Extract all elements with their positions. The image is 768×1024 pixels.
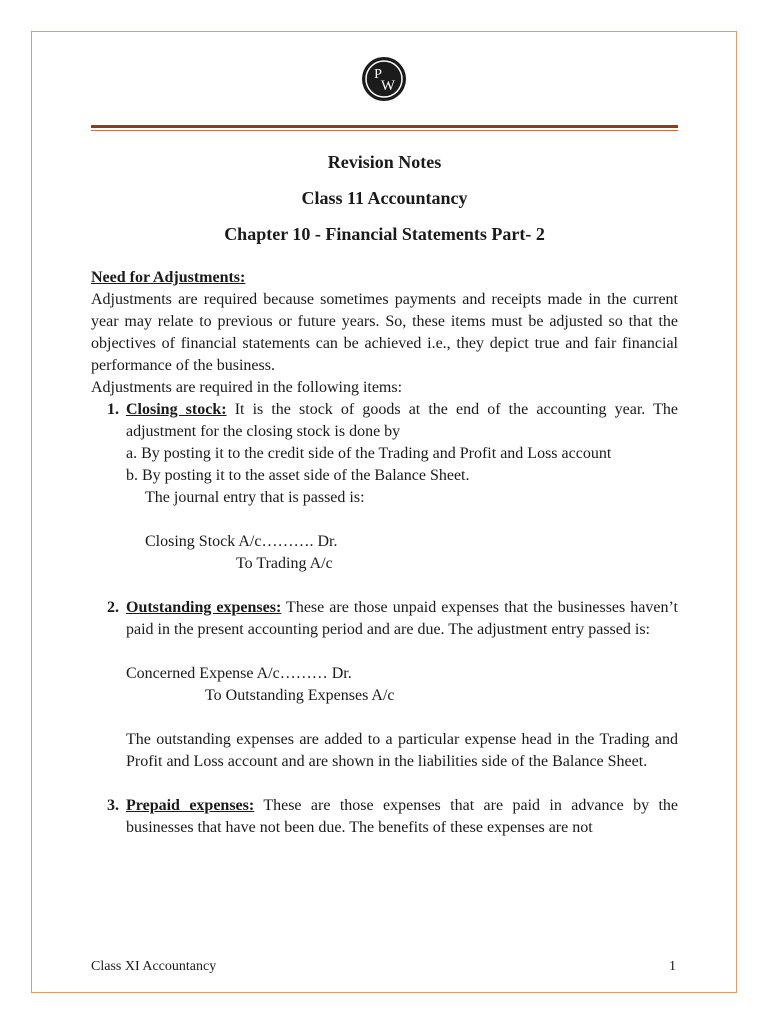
- item-number: 3.: [107, 797, 119, 814]
- journal-entry-to: To Trading A/c: [236, 555, 333, 572]
- journal-entry-dr: Concerned Expense A/c……… Dr.: [126, 665, 352, 682]
- header-rule-thick: [91, 125, 678, 128]
- item-label: Closing stock:: [126, 401, 227, 418]
- logo-letter-w: W: [380, 78, 396, 94]
- header-rule-thin: [91, 130, 678, 131]
- doc-class: Class 11 Accountancy: [301, 188, 468, 208]
- page-number: 1: [669, 959, 676, 974]
- item-note: [91, 729, 678, 773]
- sub-item-b: b. By posting it to the asset side of the Balance Sheet.: [126, 467, 470, 484]
- content: [91, 267, 678, 839]
- title-block: [91, 150, 678, 258]
- logo-letter-p: P: [374, 67, 382, 82]
- journal-entry-to: To Outstanding Expenses A/c: [205, 687, 395, 704]
- doc-chapter: Chapter 10 - Financial Statements Part- 2: [224, 224, 545, 244]
- section-heading: Need for Adjustments:: [91, 269, 246, 286]
- note-text: The outstanding expenses are added to a particular expense head in the Trading and Profit and Loss account and are shown in the liabilities side of the Balance Sheet.: [126, 731, 678, 770]
- item-text: It is the stock of goods at the end of the accounting year. The adjustment for the closing stock is done by: [126, 401, 679, 440]
- pw-logo-icon: [361, 56, 407, 102]
- doc-title: Revision Notes: [327, 152, 442, 172]
- item-label: Outstanding expenses:: [126, 599, 282, 616]
- item-text: These are those unpaid expenses that the businesses haven’t paid in the present accounting period and are due. The adjustment entry passed is:: [126, 599, 678, 638]
- journal-intro: The journal entry that is passed is:: [145, 489, 365, 506]
- journal-entry-dr: Closing Stock A/c………. Dr.: [145, 533, 338, 550]
- list-item-outstanding-expenses: [91, 597, 678, 641]
- item-number: 1.: [107, 401, 119, 418]
- list-item-prepaid-expenses: [91, 795, 678, 839]
- footer-label: Class XI Accountancy: [91, 959, 217, 974]
- item-number: 2.: [107, 599, 119, 616]
- item-label: Prepaid expenses:: [126, 797, 255, 814]
- sub-item-a: a. By posting it to the credit side of the Trading and Profit and Loss account: [126, 445, 612, 462]
- intro-paragraph: Adjustments are required because sometimes payments and receipts made in the current year may relate to previous or future years. So, these items must be adjusted so that the objectives of financial statements can be achieved i.e., they depict true and fair financial performance of the business.: [91, 291, 678, 374]
- lead-line: Adjustments are required in the following items:: [91, 379, 403, 396]
- list-item-closing-stock: [91, 399, 678, 443]
- item-text: These are those expenses that are paid in advance by the businesses that have not been due. The benefits of these expenses are not: [126, 797, 679, 836]
